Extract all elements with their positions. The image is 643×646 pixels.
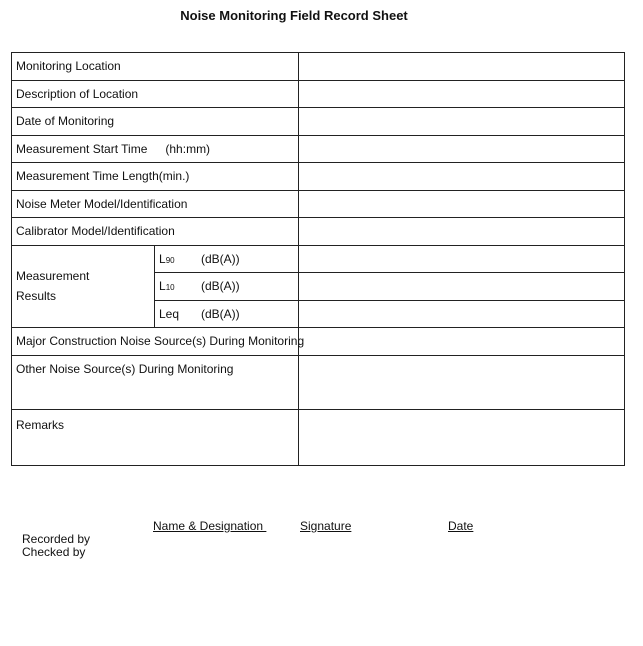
record-table — [11, 52, 625, 466]
field-major-source[interactable] — [299, 328, 625, 356]
label-l90-cell — [155, 245, 299, 273]
label-remarks: Remarks — [12, 409, 299, 465]
field-l10[interactable] — [299, 273, 625, 301]
footer-col-signature: Signature — [300, 519, 352, 533]
label-start-time-unit: (hh:mm) — [165, 141, 211, 156]
label-time-length-unit: (min.) — [158, 169, 190, 184]
row-other-source — [12, 355, 625, 409]
row-major-source — [12, 328, 625, 356]
label-l90-letter: L — [159, 251, 166, 266]
row-description — [12, 80, 625, 108]
field-remarks[interactable] — [299, 409, 625, 465]
field-other-source[interactable] — [299, 355, 625, 409]
label-l10-cell — [155, 273, 299, 301]
row-time-length — [12, 163, 625, 191]
label-l10-sub: 10 — [165, 283, 175, 293]
label-calibrator-model: Calibrator Model/Identification — [12, 218, 299, 246]
label-start-time-cell — [12, 135, 299, 163]
label-other-source: Other Noise Source(s) During Monitoring — [12, 355, 299, 409]
row-l90 — [12, 245, 625, 273]
field-calibrator-model[interactable] — [299, 218, 625, 246]
label-l90-sub: 90 — [165, 255, 175, 265]
field-meter-model[interactable] — [299, 190, 625, 218]
row-remarks — [12, 409, 625, 465]
label-leq-unit: (dB(A)) — [201, 306, 240, 321]
label-leq-cell — [155, 300, 299, 328]
field-start-time[interactable] — [299, 135, 625, 163]
field-time-length[interactable] — [299, 163, 625, 191]
row-meter-model — [12, 190, 625, 218]
field-location[interactable] — [299, 53, 625, 81]
label-results-line2: Results — [16, 289, 57, 304]
field-date[interactable] — [299, 108, 625, 136]
label-leq: Leq — [159, 306, 180, 321]
label-time-length: Measurement Time Length — [16, 169, 159, 184]
footer-col-name: Name & Designation — [153, 519, 267, 533]
field-description[interactable] — [299, 80, 625, 108]
label-l10-unit: (dB(A)) — [201, 279, 240, 294]
row-date — [12, 108, 625, 136]
label-meter-model: Noise Meter Model/Identification — [12, 190, 299, 218]
label-l90-unit: (dB(A)) — [201, 251, 240, 266]
label-date: Date of Monitoring — [12, 108, 299, 136]
row-location — [12, 53, 625, 81]
field-l90[interactable] — [299, 245, 625, 273]
row-start-time — [12, 135, 625, 163]
label-measurement-results — [12, 245, 155, 328]
footer-recorded-by: Recorded by — [22, 532, 91, 546]
page-title: Noise Monitoring Field Record Sheet — [180, 8, 408, 23]
field-leq[interactable] — [299, 300, 625, 328]
label-description: Description of Location — [12, 80, 299, 108]
footer-col-date: Date — [448, 519, 474, 533]
label-results-line1: Measurement — [16, 269, 90, 284]
label-major-source: Major Construction Noise Source(s) During Monitoring — [12, 328, 299, 356]
label-location: Monitoring Location — [12, 53, 299, 81]
footer-checked-by: Checked by — [22, 545, 86, 559]
label-l10-letter: L — [159, 279, 166, 294]
label-time-length-cell — [12, 163, 299, 191]
row-calibrator-model — [12, 218, 625, 246]
label-start-time: Measurement Start Time — [16, 141, 148, 156]
